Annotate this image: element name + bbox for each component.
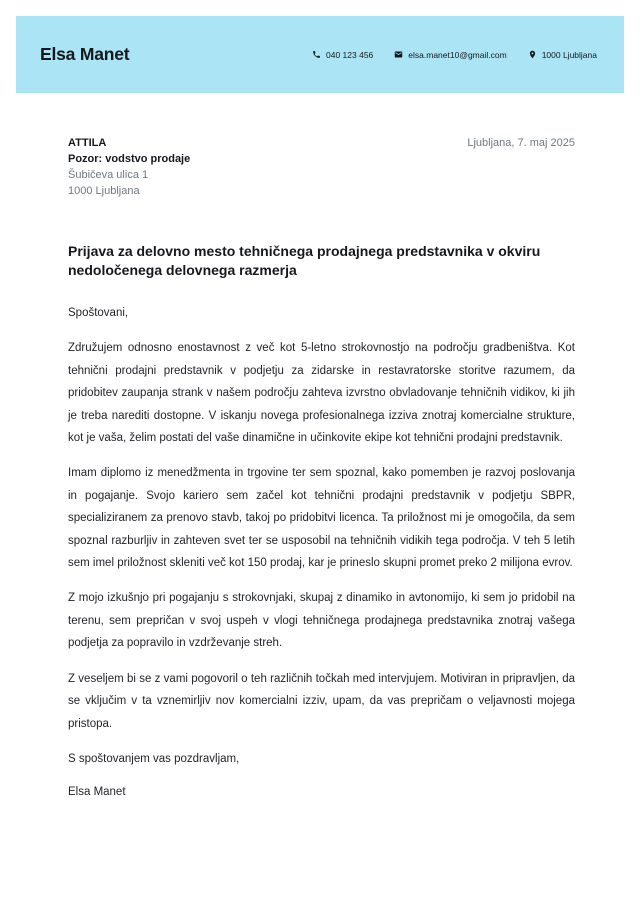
salutation: Spoštovani, <box>68 307 129 319</box>
email-icon <box>394 50 403 59</box>
signature-name: Elsa Manet <box>68 786 126 799</box>
candidate-name: Elsa Manet <box>40 44 130 64</box>
recipient-attention: Pozor: vodstvo prodaje <box>68 153 191 165</box>
paragraph-3: Z mojo izkušnjo pri pogajanju s strokovnjaki, skupaj z dinamiko in avtonomijo, ki sem jo pridobil na terenu, sem prepričan v svoj uspeh v vlogi tehničnega prodajnega predstavnika znotraj vašega podjetja za popravilo in vzdrževanje streh. <box>68 592 575 650</box>
phone-icon <box>312 50 321 59</box>
contact-row <box>312 50 597 60</box>
location-text: 1000 Ljubljana <box>541 49 597 60</box>
recipient-street: Šubičeva ulica 1 <box>68 169 149 181</box>
recipient-row <box>68 135 575 199</box>
location-icon <box>528 50 537 59</box>
letter-subject: Prijava za delovno mesto tehničnega prodajnega predstavnika v okviru nedoločenega delovnega razmerja <box>68 243 541 278</box>
paragraph-2: Imam diplomo iz menedžmenta in trgovine ter sem spoznal, kako pomemben je razvoj poslovanja in pogajanje. Svojo kariero sem začel kot tehnični prodajni predstavnik v podjetju SBPR, specializiranem za prenovo stavb, takoj po pridobitvi licenca. Ta priložnost mi je omogočila, da sem spoznal razburljiv in zahteven svet ter se usposobil na tehničnih vidikih tega področja. V teh 5 letih sem imel priložnost skleniti več kot 150 prodaj, kar je prineslo skupni promet preko 2 milijona evrov. <box>68 467 575 570</box>
paragraph-4: Z veseljem bi se z vami pogovoril o teh različnih točkah med intervjujem. Motiviran in pripravljen, da se vključim v ta vznemirljiv nov komercialni izziv, upam, da vas prepričam o veljavnosti mojega pristopa. <box>68 672 575 730</box>
recipient-company: ATTILA <box>68 137 107 149</box>
recipient-block <box>68 135 190 199</box>
location-contact <box>528 50 597 60</box>
phone-contact <box>312 50 373 60</box>
letter-header <box>16 16 624 93</box>
email-address: elsa.manet10@gmail.com <box>408 49 507 60</box>
phone-number: 040 123 456 <box>326 49 374 60</box>
letter-body <box>0 93 640 804</box>
recipient-city: 1000 Ljubljana <box>68 185 140 197</box>
email-contact <box>394 50 506 60</box>
paragraph-1: Združujem odnosno enostavnost z več kot 5-letno strokovnostjo na področju gradbeništva. Kot tehnični prodajni predstavnik v podjetju za zidarske in restavratorske storitve razumem, da pridobitev zaupanja strank v našem področju zahteva izvrstno obvladovanje tehničnih vidikov, ki jih je treba narediti dostopne. V iskanju novega profesionalnega izziva znotraj komercialne strukture, kot je vaša, želim postati del vaše dinamične in učinkovite ekipe kot tehnični prodajni predstavnik. <box>68 342 575 445</box>
closing-line: S spoštovanjem vas pozdravljam, <box>68 752 240 765</box>
letter-date: Ljubljana, 7. maj 2025 <box>467 137 575 149</box>
